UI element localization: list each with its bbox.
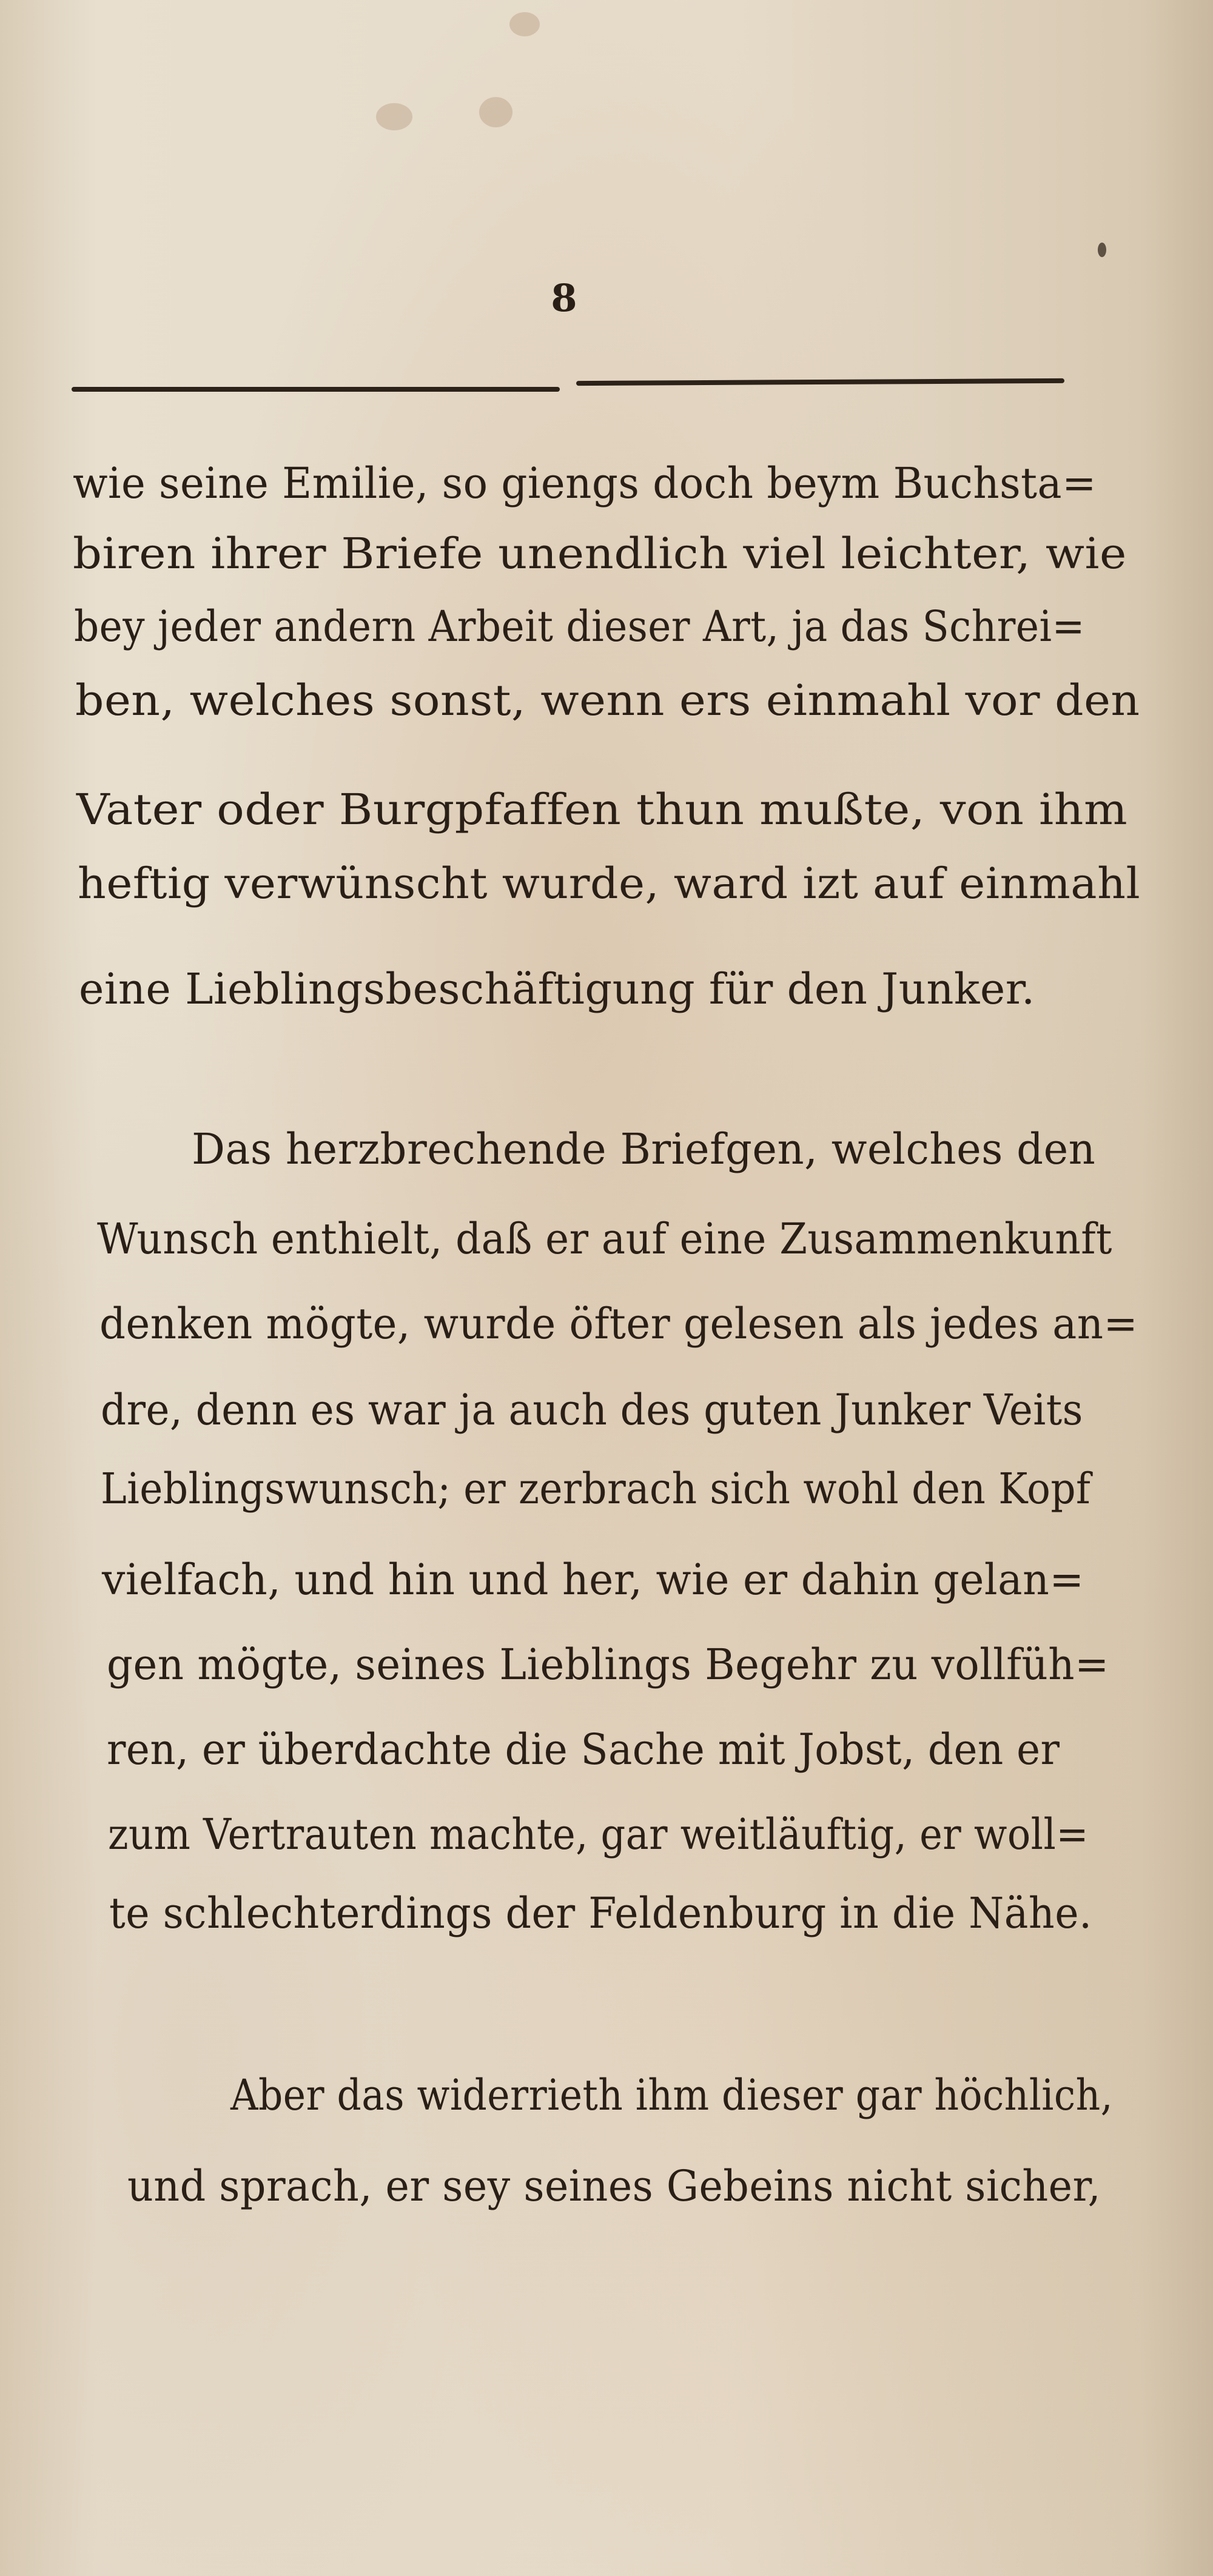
- text-line: Lieblingswunsch; er zerbrach sich wohl den Kopf: [101, 1464, 1091, 1514]
- header-rule-left: [72, 387, 560, 392]
- text-line: te schlechterdings der Feldenburg in die Nähe.: [109, 1888, 1092, 1938]
- text-line: wie seine Emilie, so giengs doch beym Buchsta=: [73, 458, 1097, 508]
- text-line: gen mögte, seines Lieblings Begehr zu vollfüh=: [107, 1640, 1109, 1689]
- text-line: dre, denn es war ja auch des guten Junker Veits: [101, 1385, 1083, 1435]
- text-line: eine Lieblingsbeschäftigung für den Junker.: [79, 964, 1035, 1014]
- age-stain: [376, 103, 412, 130]
- text-line: vielfach, und hin und her, wie er dahin gelan=: [102, 1555, 1084, 1605]
- text-line: und sprach, er sey seines Gebeins nicht sicher,: [127, 2161, 1101, 2211]
- text-line: bey jeder andern Arbeit dieser Art, ja das Schrei=: [74, 602, 1085, 651]
- text-line: Vater oder Burgpfaffen thun mußte, von ihm: [76, 785, 1128, 834]
- text-line: denken mögte, wurde öfter gelesen als jedes an=: [99, 1299, 1138, 1349]
- text-line: ren, er überdachte die Sache mit Jobst, den er: [107, 1725, 1060, 1774]
- text-line: zum Vertrauten machte, gar weitläuftig, er woll=: [108, 1810, 1089, 1859]
- age-stain: [509, 12, 540, 36]
- page-number: 8: [551, 276, 577, 320]
- text-line: Wunsch enthielt, daß er auf eine Zusammenkunft: [97, 1214, 1112, 1264]
- text-line: heftig verwünscht wurde, ward izt auf einmahl: [78, 859, 1141, 908]
- header-rule-right: [576, 378, 1064, 386]
- age-stain: [1098, 243, 1106, 257]
- text-line: Aber das widerrieth ihm dieser gar höchlich,: [230, 2070, 1114, 2120]
- text-line: Das herzbrechende Briefgen, welches den: [192, 1124, 1096, 1174]
- text-line: biren ihrer Briefe unendlich viel leichter, wie: [73, 529, 1127, 579]
- age-stain: [479, 97, 512, 127]
- text-line: ben, welches sonst, wenn ers einmahl vor den: [75, 676, 1140, 725]
